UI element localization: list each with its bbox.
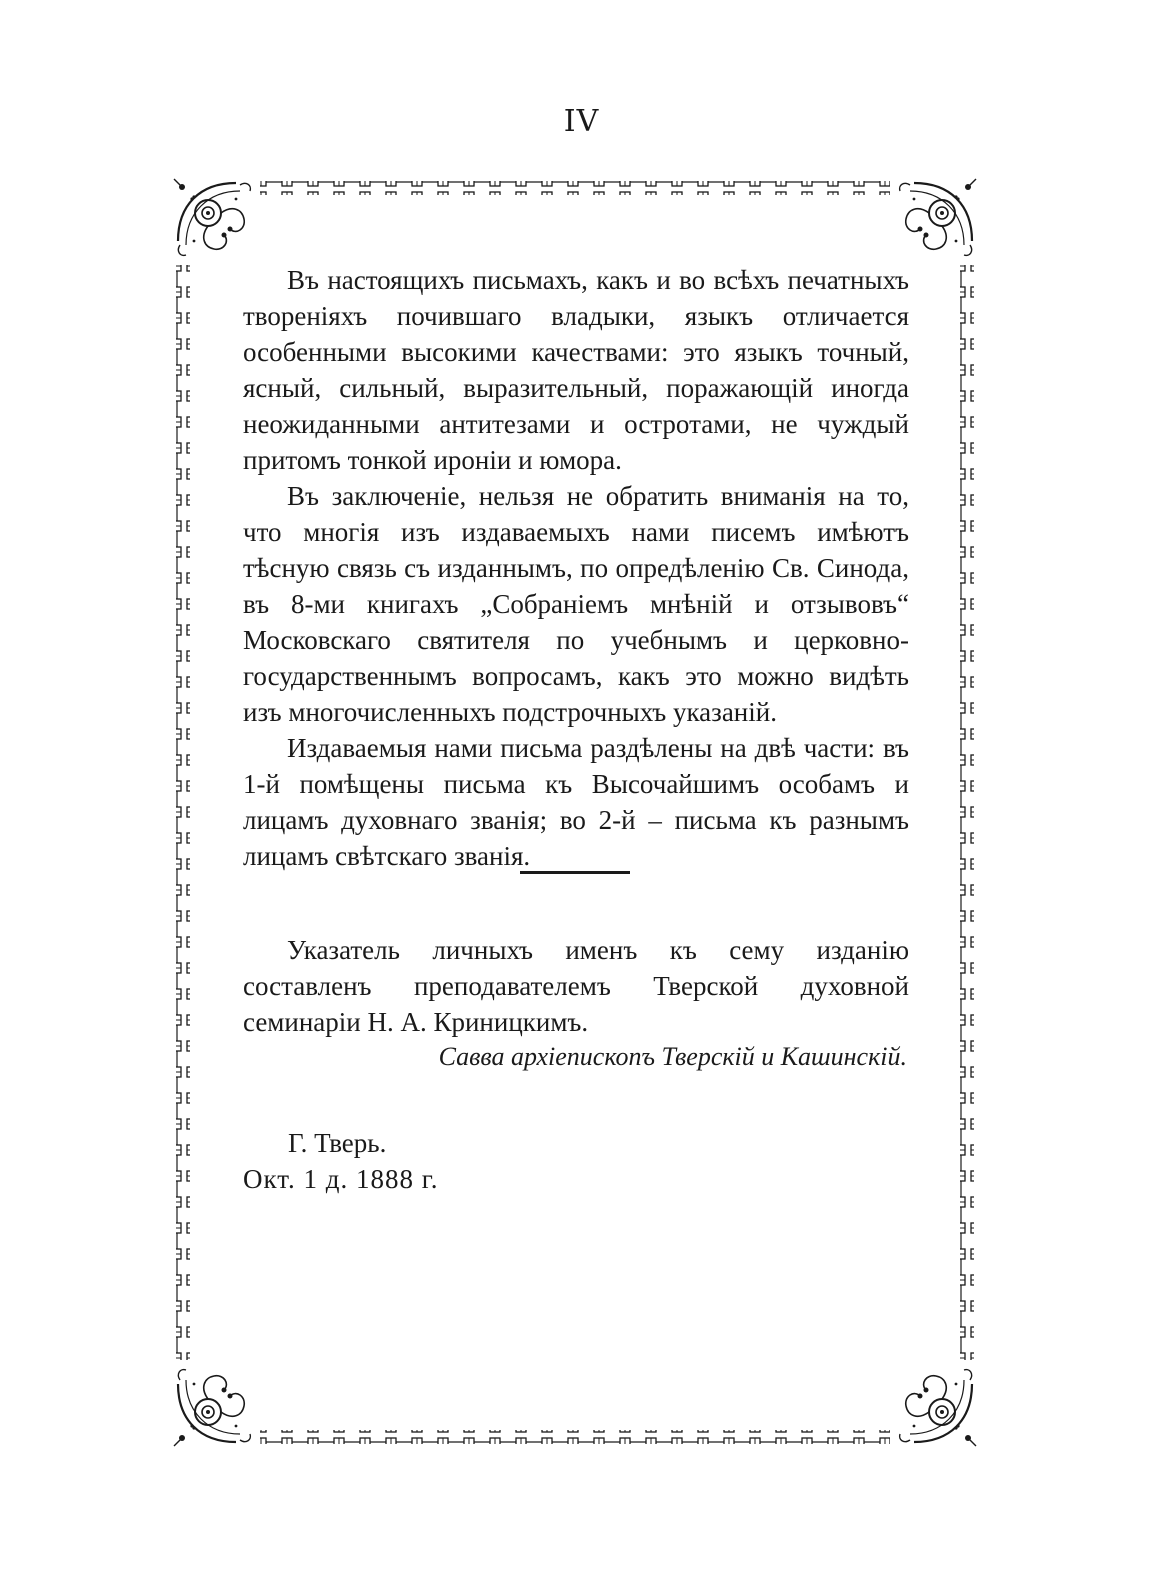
author-signature: Савва архіепископъ Тверскій и Кашинскій. xyxy=(438,1042,907,1071)
section-divider xyxy=(520,871,630,874)
page-number: IV xyxy=(563,104,600,139)
place-line: Г. Тверь. xyxy=(288,1128,387,1158)
body-text xyxy=(243,262,909,874)
paragraph-parts: Издаваемыя нами письма раздѣлены на двѣ части: въ 1-й помѣщены письма къ Высочайшимъ особамъ и лицамъ духовнаго званія; во 2-й – письма къ разнымъ лицамъ свѣтскаго званія. xyxy=(243,733,909,871)
paragraph-language: Въ настоящихъ письмахъ, какъ и во всѣхъ печатныхъ твореніяхъ почившаго владыки, языкъ отличается особенными высокими качествами: это языкъ точный, ясный, сильный, выразительный, поражающій иногда неожиданными антитезами и остротами, не чуждый притомъ тонкой ироніи и юмора. xyxy=(243,265,909,475)
paragraph-conclusion: Въ заключеніе, нельзя не обратить вниманія на то, что многія изъ издаваемыхъ нами писемъ имѣютъ тѣсную связь съ изданнымъ, по опредѣленію Св. Синода, въ 8-ми книгахъ „Собраніемъ мнѣній и отзывовъ“ Московскаго святителя по учебнымъ и церковно-государственнымъ вопросамъ, какъ это можно видѣть изъ многочисленныхъ подстрочныхъ указаній. xyxy=(243,481,909,727)
paragraph-index: Указатель личныхъ именъ къ сему изданію составленъ преподавателемъ Тверской духовной семинаріи Н. А. Криницкимъ. xyxy=(243,935,909,1037)
date-line: Окт. 1 д. 1888 г. xyxy=(243,1164,439,1194)
index-note xyxy=(243,932,909,1040)
